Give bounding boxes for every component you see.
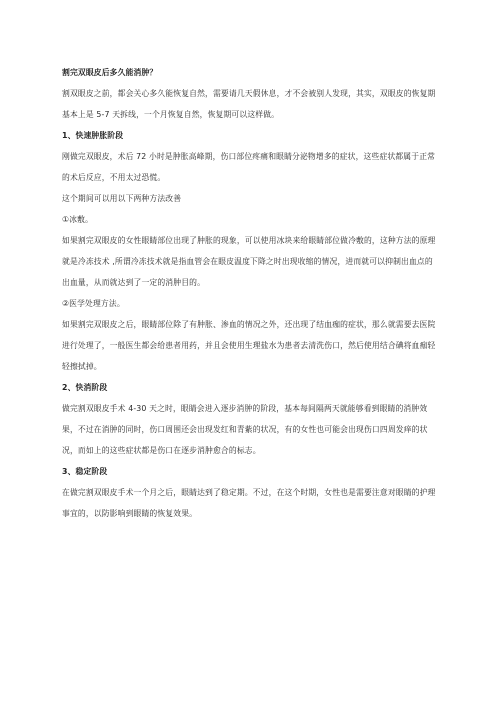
body-paragraph: 刚做完双眼皮，术后 72 小时是肿胀高峰期，伤口部位疼痛和眼睛分泌物增多的症状，这些症状都属于正常的术后反应，不用太过恐慌。 bbox=[62, 152, 436, 182]
body-paragraph: 如果割完双眼皮之后，眼睛部位除了有肿胀、渗血的情况之外，还出现了结血痂的症状，那么就需要去医院进行处理了，一般医生都会给患者用药，并且会使用生理盐水为患者去清洗伤口，然后使用结合碘将血痂轻轻擦拭掉。 bbox=[62, 320, 436, 371]
section-heading: 1、快速肿胀阶段 bbox=[62, 131, 124, 140]
document-body bbox=[62, 83, 436, 524]
document-content bbox=[62, 62, 436, 524]
body-paragraph: ②医学处理方法。 bbox=[62, 299, 125, 308]
section-heading: 3、稳定阶段 bbox=[62, 467, 108, 476]
body-paragraph: 割双眼皮之前，都会关心多久能恢复自然，需要请几天假休息，才不会被别人发现，其实，双眼皮的恢复期基本上是 5-7 天拆线，一个月恢复自然，恢复期可以这样做。 bbox=[62, 89, 436, 119]
body-paragraph: 在做完割双眼皮手术一个月之后，眼睛达到了稳定期。不过，在这个时期，女性也是需要注意对眼睛的护理事宜的，以防影响到眼睛的恢复效果。 bbox=[62, 488, 436, 518]
body-paragraph: 做完割双眼皮手术 4-30 天之时，眼睛会进入逐步消肿的阶段，基本每间隔两天就能够看到眼睛的消肿效果，不过在消肿的同时，伤口周围还会出现发红和青紫的状况，有的女性也可能会出现伤口四周发痒的状况，而如上的这些症状都是伤口在逐步消肿愈合的标志。 bbox=[62, 404, 428, 455]
body-paragraph: ①冰敷。 bbox=[62, 215, 93, 224]
section-heading: 2、快消阶段 bbox=[62, 383, 108, 392]
body-paragraph: 如果割完双眼皮的女性眼睛部位出现了肿胀的现象，可以使用冰块来给眼睛部位做冷敷的，这种方法的原理就是冷冻技术 ,所谓冷冻技术就是指血管会在眼皮温度下降之时出现收缩的情况，进而就可以抑制出血点的出血量，从而就达到了一定的消肿目的。 bbox=[62, 236, 436, 287]
body-paragraph: 这个期间可以用以下两种方法改善 bbox=[62, 194, 182, 203]
document-title: 割完双眼皮后多久能消肿？ bbox=[62, 68, 158, 77]
